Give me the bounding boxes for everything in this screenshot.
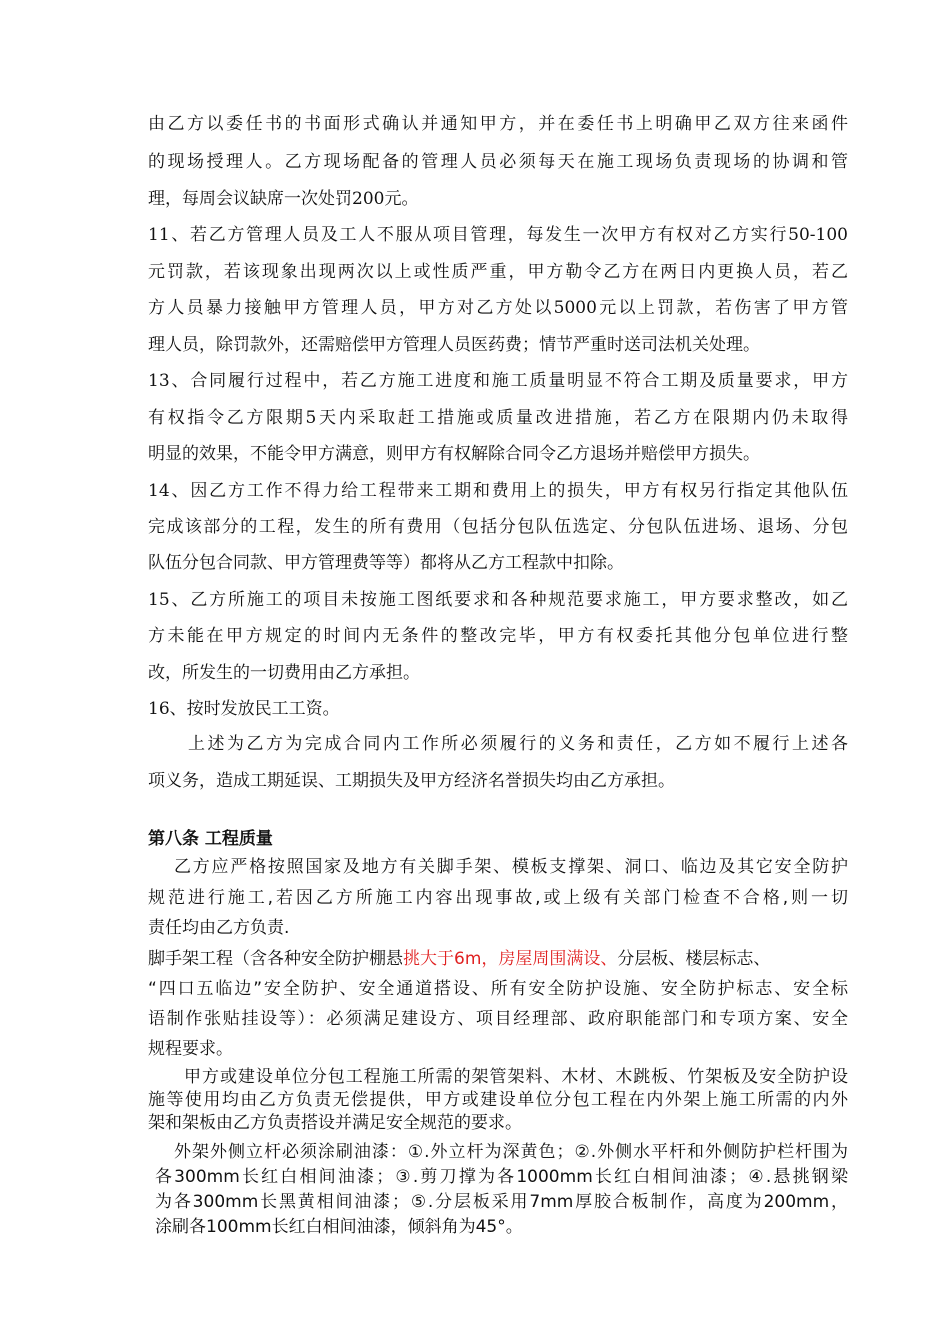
text-line: 架和架板由乙方负责搭设并满足安全规范的要求。 (148, 1113, 522, 1133)
text-line: 规程要求。 (148, 1039, 233, 1059)
text-line: 元罚款，若该现象出现两次以上或性质严重，甲方勒令乙方在两日内更换人员，若乙 (148, 262, 848, 282)
text-line: 规范进行施工,若因乙方所施工内容出现事故,或上级有关部门检查不合格,则一切 (148, 888, 848, 908)
text-span: 脚手架工程（含各种安全防护棚悬 (148, 949, 403, 969)
text-line: 由乙方以委任书的书面形式确认并通知甲方，并在委任书上明确甲乙双方往来函件 (148, 114, 848, 134)
text-line: 涂刷各100mm长红白相间油漆，倾斜角为45°。 (155, 1217, 523, 1237)
text-line: 完成该部分的工程，发生的所有费用（包括分包队伍选定、分包队伍进场、退场、分包 (148, 517, 848, 537)
text-line: 为各300mm长黑黄相间油漆；⑤.分层板采用7mm厚胶合板制作，高度为200mm， (155, 1192, 848, 1212)
scaffold-line (148, 949, 848, 969)
text-span: 分层板、楼层标志、 (617, 949, 771, 969)
text-line: 各300mm长红白相间油漆；③.剪刀撑为各1000mm长红白相间油漆；④.悬挑钢梁 (155, 1167, 848, 1187)
text-line: 语制作张贴挂设等）：必须满足建设方、项目经理部、政府职能部门和专项方案、安全 (148, 1009, 848, 1029)
text-line: 方人员暴力接触甲方管理人员，甲方对乙方处以5000元以上罚款，若伤害了甲方管 (148, 298, 848, 318)
section-heading: 第八条 工程质量 (148, 829, 273, 849)
text-line: 队伍分包合同款、甲方管理费等等）都将从乙方工程款中扣除。 (148, 553, 624, 573)
text-line: 明显的效果，不能令甲方满意，则甲方有权解除合同令乙方退场并赔偿甲方损失。 (148, 444, 760, 464)
text-line: 理，每周会议缺席一次处罚200元。 (148, 189, 419, 209)
text-line: 乙方应严格按照国家及地方有关脚手架、模板支撑架、洞口、临边及其它安全防护 (174, 857, 848, 877)
text-line: 有权指令乙方限期5天内采取赶工措施或质量改进措施，若乙方在限期内仍未取得 (148, 408, 848, 428)
text-line: 理人员，除罚款外，还需赔偿甲方管理人员医药费；情节严重时送司法机关处理。 (148, 335, 760, 355)
text-line: 施等使用均由乙方负责无偿提供，甲方或建设单位分包工程在内外架上施工所需的内外 (148, 1090, 848, 1110)
text-line: 责任均由乙方负责. (148, 918, 290, 938)
text-line: “四口五临边”安全防护、安全通道搭设、所有安全防护设施、安全防护标志、安全标 (148, 979, 848, 999)
highlighted-text: 挑大于6m，房屋周围满设、 (403, 949, 618, 969)
text-line: 方未能在甲方规定的时间内无条件的整改完毕，甲方有权委托其他分包单位进行整 (148, 626, 848, 646)
clause-13: 13、合同履行过程中，若乙方施工进度和施工质量明显不符合工期及质量要求，甲方 (148, 371, 848, 391)
clause-14: 14、因乙方工作不得力给工程带来工期和费用上的损失，甲方有权另行指定其他队伍 (148, 481, 848, 501)
clause-11: 11、若乙方管理人员及工人不服从项目管理，每发生一次甲方有权对乙方实行50-100 (148, 225, 848, 245)
text-line: 甲方或建设单位分包工程施工所需的架管架料、木材、木跳板、竹架板及安全防护设 (184, 1067, 848, 1087)
clause-16: 16、按时发放民工工资。 (148, 699, 340, 719)
text-line: 改，所发生的一切费用由乙方承担。 (148, 663, 420, 683)
text-line: 的现场授理人。乙方现场配备的管理人员必须每天在施工现场负责现场的协调和管 (148, 152, 848, 172)
text-line: 上述为乙方为完成合同内工作所必须履行的义务和责任，乙方如不履行上述各 (188, 734, 848, 754)
clause-15: 15、乙方所施工的项目未按施工图纸要求和各种规范要求施工，甲方要求整改，如乙 (148, 590, 848, 610)
text-line: 外架外侧立杆必须涂刷油漆：①.外立杆为深黄色；②.外侧水平杆和外侧防护栏杆围为 (174, 1142, 848, 1162)
text-line: 项义务，造成工期延误、工期损失及甲方经济名誉损失均由乙方承担。 (148, 771, 675, 791)
